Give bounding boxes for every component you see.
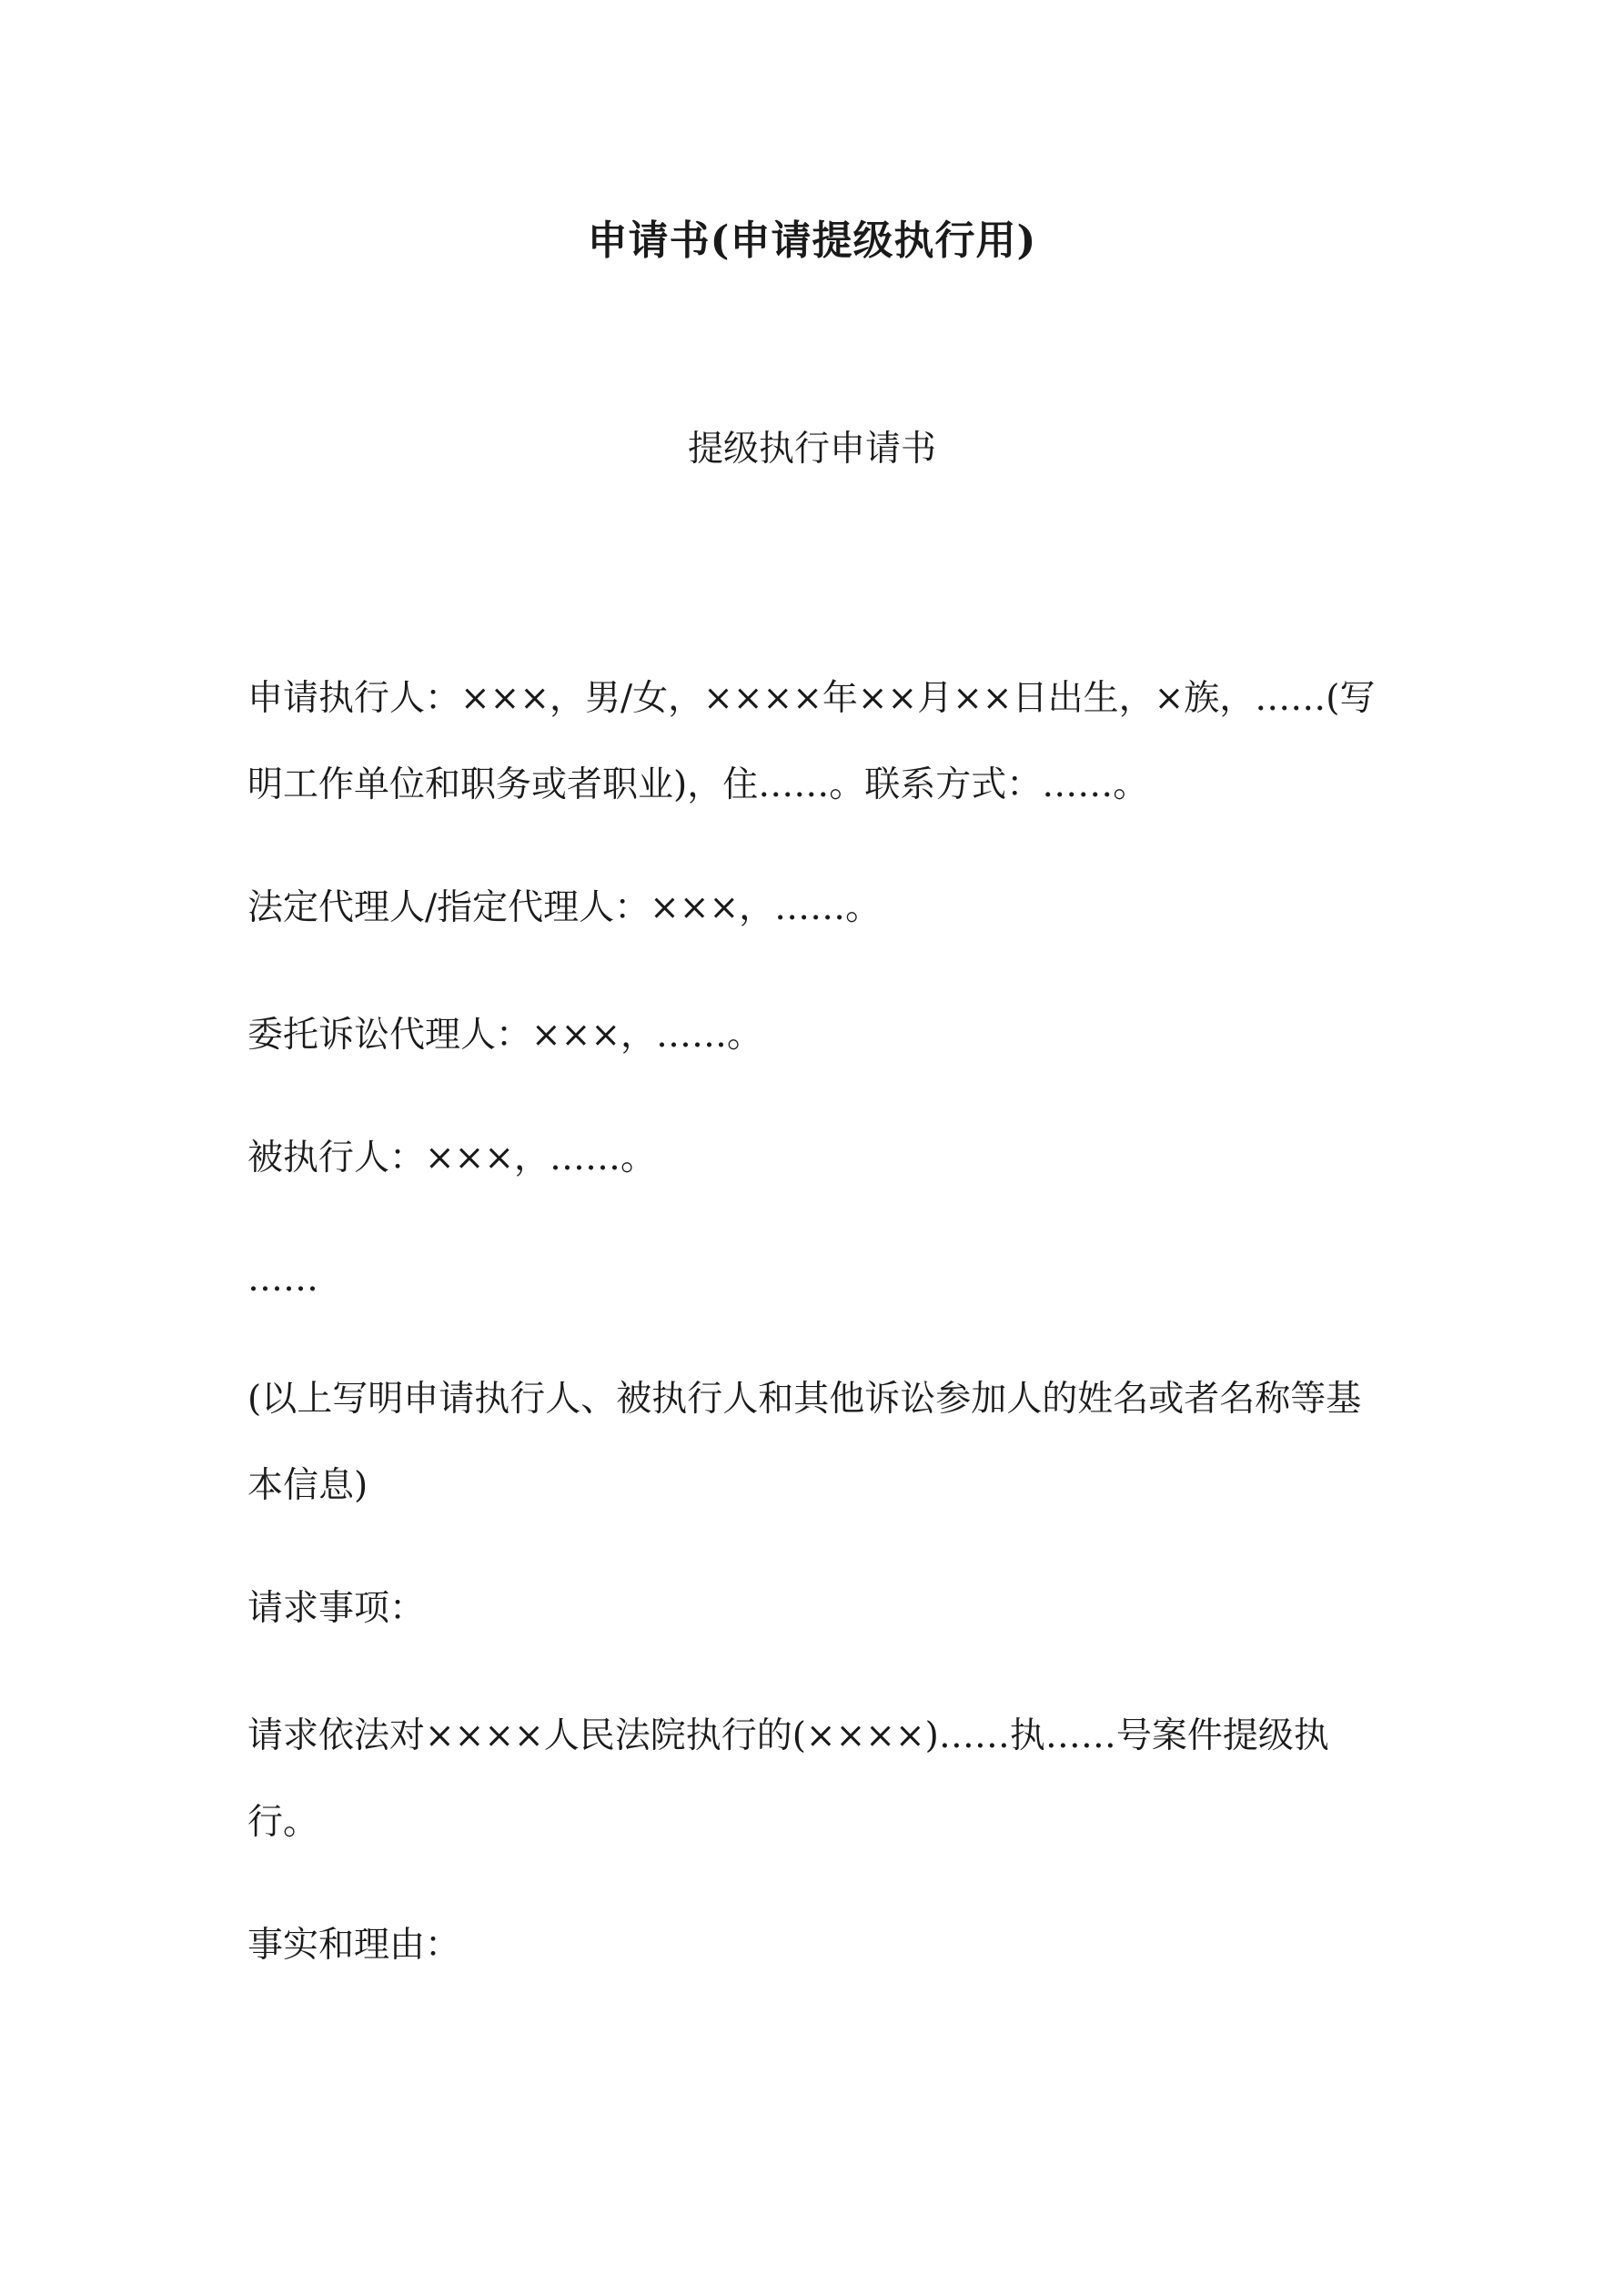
applicant-paragraph: 申请执行人：×××，男/女，××××年××月××日出生，×族，……(写明工作单位和职务或者职业)，住……。联系方式：……。 [247, 678, 1376, 805]
respondent-paragraph: 被执行人：×××，……。 [247, 1138, 657, 1178]
legal-agent-paragraph: 法定代理人/指定代理人：×××，……。 [247, 887, 882, 928]
document-subtitle: 提级执行申请书 [687, 429, 936, 470]
entrusted-agent-paragraph: 委托诉讼代理人：×××，……。 [247, 1015, 763, 1056]
ellipsis-paragraph: …… [247, 1259, 318, 1300]
request-heading: 请求事项： [247, 1588, 426, 1629]
facts-heading: 事实和理由： [247, 1925, 461, 1966]
note-paragraph: (以上写明申请执行人、被执行人和其他诉讼参加人的姓名或者名称等基本信息) [247, 1379, 1362, 1506]
document-title: 申请书(申请提级执行用) [587, 217, 1037, 264]
request-body-paragraph: 请求依法对××××人民法院执行的(××××)……执……号案件提级执行。 [247, 1715, 1329, 1843]
